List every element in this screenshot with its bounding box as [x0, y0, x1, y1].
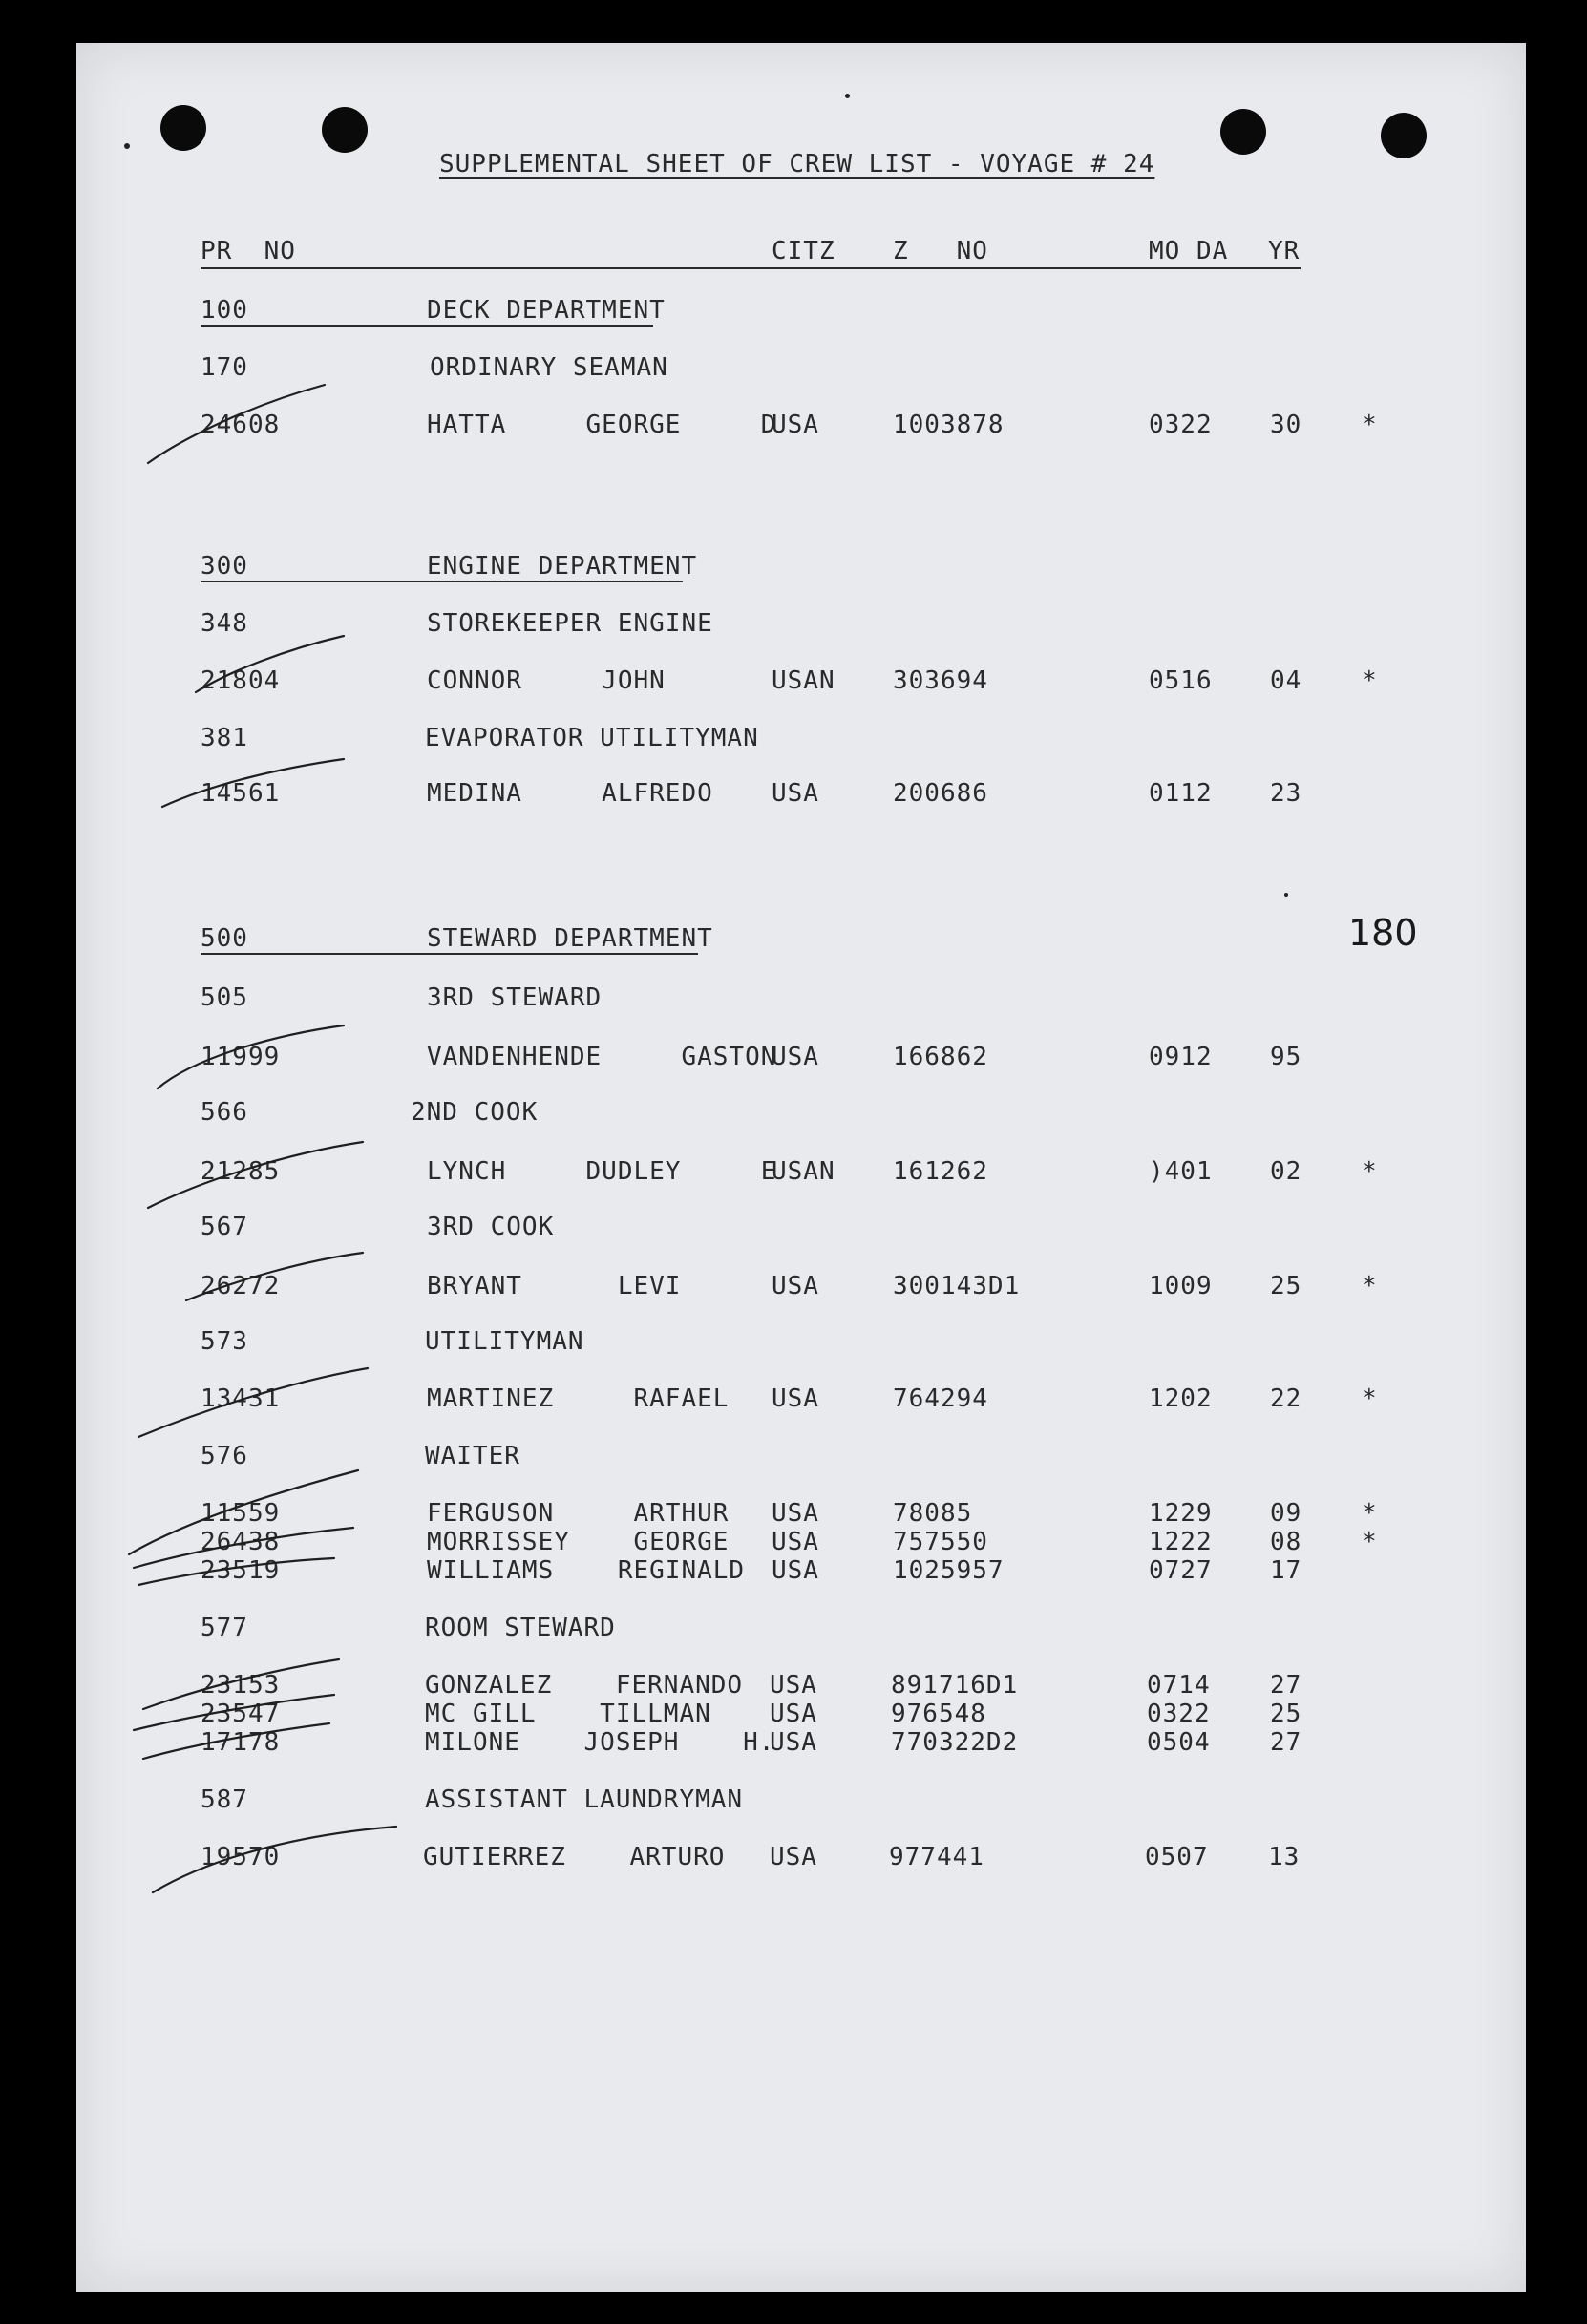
crew-mo-da: 0727 [1149, 1556, 1213, 1585]
section-code: 100 [201, 296, 248, 325]
crew-citz: USA [772, 1556, 819, 1585]
crew-citz: USA [770, 1700, 817, 1728]
crew-yr: 95 [1270, 1043, 1302, 1071]
pen-strike [148, 385, 325, 463]
crew-citz: USA [772, 1384, 819, 1413]
rating-title: 3RD COOK [427, 1213, 555, 1241]
pen-strike [158, 1025, 344, 1088]
crew-mo-da: 0507 [1145, 1843, 1209, 1871]
pen-strike [153, 1827, 396, 1892]
rating-code: 576 [201, 1442, 248, 1470]
rating-title: EVAPORATOR UTILITYMAN [425, 724, 759, 752]
rating-code: 577 [201, 1614, 248, 1642]
crew-name: HATTA GEORGE D [427, 411, 777, 439]
asterisk-mark: * [1362, 1272, 1378, 1300]
pen-strike [162, 759, 344, 807]
pen-strike [186, 1253, 363, 1300]
crew-name: MEDINA ALFREDO [427, 779, 713, 808]
asterisk-mark: * [1362, 666, 1378, 695]
pen-strike [138, 1368, 368, 1437]
crew-z-no: 1025957 [893, 1556, 1005, 1585]
crew-yr: 08 [1270, 1528, 1302, 1556]
crew-name: VANDENHENDE GASTON [427, 1043, 777, 1071]
crew-z-no: 78085 [893, 1499, 973, 1528]
rating-title: ROOM STEWARD [425, 1614, 616, 1642]
rating-code: 348 [201, 609, 248, 638]
crew-citz: USA [770, 1728, 817, 1757]
crew-yr: 25 [1270, 1700, 1302, 1728]
crew-z-no: 976548 [891, 1700, 986, 1728]
crew-pr-no: 13431 [201, 1384, 281, 1413]
crew-citz: USA [772, 1499, 819, 1528]
header-z-no: Z NO [893, 237, 988, 265]
crew-name: MORRISSEY GEORGE [427, 1528, 730, 1556]
crew-mo-da: 1222 [1149, 1528, 1213, 1556]
rating-code: 505 [201, 983, 248, 1012]
crew-z-no: 166862 [893, 1043, 988, 1071]
crew-name: LYNCH DUDLEY E [427, 1157, 777, 1186]
crew-mo-da: 1009 [1149, 1272, 1213, 1300]
rating-code: 170 [201, 353, 248, 382]
pen-strike [196, 636, 344, 692]
crew-z-no: 300143D1 [893, 1272, 1021, 1300]
crew-mo-da: 0714 [1147, 1671, 1211, 1700]
section-code: 500 [201, 924, 248, 953]
rating-title: WAITER [425, 1442, 520, 1470]
page-title: SUPPLEMENTAL SHEET OF CREW LIST - VOYAGE # 24 [439, 150, 1155, 179]
crew-pr-no: 14561 [201, 779, 281, 808]
crew-name: FERGUSON ARTHUR [427, 1499, 730, 1528]
rating-code: 573 [201, 1327, 248, 1356]
crew-yr: 17 [1270, 1556, 1302, 1585]
crew-mo-da: 1202 [1149, 1384, 1213, 1413]
crew-mo-da: 0912 [1149, 1043, 1213, 1071]
header-pr-no: PR NO [201, 237, 296, 265]
crew-z-no: 757550 [893, 1528, 988, 1556]
asterisk-mark: * [1362, 1157, 1378, 1186]
crew-citz: USA [770, 1671, 817, 1700]
header-citz: CITZ [772, 237, 836, 265]
crew-citz: USA [772, 1528, 819, 1556]
crew-citz: USA [772, 779, 819, 808]
crew-citz: USAN [772, 666, 836, 695]
rating-code: 587 [201, 1785, 248, 1814]
pen-strike [148, 1142, 363, 1208]
section-name: DECK DEPARTMENT [427, 296, 666, 325]
crew-mo-da: 0112 [1149, 779, 1213, 808]
crew-yr: 30 [1270, 411, 1302, 439]
crew-name: GUTIERREZ ARTURO [423, 1843, 726, 1871]
crew-z-no: 303694 [893, 666, 988, 695]
rating-title: ORDINARY SEAMAN [430, 353, 668, 382]
header-yr: YR [1268, 237, 1301, 265]
crew-yr: 13 [1268, 1843, 1301, 1871]
crew-name: WILLIAMS REGINALD [427, 1556, 746, 1585]
crew-z-no: 770322D2 [891, 1728, 1019, 1757]
crew-yr: 23 [1270, 779, 1302, 808]
crew-yr: 27 [1270, 1671, 1302, 1700]
rating-code: 381 [201, 724, 248, 752]
crew-name: BRYANT LEVI [427, 1272, 682, 1300]
crew-pr-no: 26438 [201, 1528, 281, 1556]
crew-mo-da: )401 [1149, 1157, 1213, 1186]
crew-pr-no: 21285 [201, 1157, 281, 1186]
page-number: 180 [1348, 912, 1418, 954]
rating-title: 3RD STEWARD [427, 983, 603, 1012]
crew-citz: USA [770, 1843, 817, 1871]
crew-pr-no: 11559 [201, 1499, 281, 1528]
crew-z-no: 200686 [893, 779, 988, 808]
crew-mo-da: 0322 [1149, 411, 1213, 439]
crew-mo-da: 0322 [1147, 1700, 1211, 1728]
crew-z-no: 1003878 [893, 411, 1005, 439]
crew-name: GONZALEZ FERNANDO [425, 1671, 744, 1700]
crew-mo-da: 0516 [1149, 666, 1213, 695]
crew-citz: USA [772, 1272, 819, 1300]
crew-name: MILONE JOSEPH H. [425, 1728, 775, 1757]
rating-title: STOREKEEPER ENGINE [427, 609, 713, 638]
crew-yr: 02 [1270, 1157, 1302, 1186]
crew-name: CONNOR JOHN [427, 666, 666, 695]
section-name: STEWARD DEPARTMENT [427, 924, 713, 953]
crew-pr-no: 17178 [201, 1728, 281, 1757]
asterisk-mark: * [1362, 1384, 1378, 1413]
header-mo-da: MO DA [1149, 237, 1229, 265]
rating-title: 2ND COOK [411, 1098, 539, 1127]
crew-pr-no: 23547 [201, 1700, 281, 1728]
crew-citz: USA [772, 411, 819, 439]
pen-strike [129, 1470, 358, 1554]
crew-mo-da: 1229 [1149, 1499, 1213, 1528]
crew-name: MC GILL TILLMAN [425, 1700, 711, 1728]
pen-strike [143, 1723, 329, 1759]
crew-yr: 27 [1270, 1728, 1302, 1757]
crew-pr-no: 23519 [201, 1556, 281, 1585]
crew-pr-no: 11999 [201, 1043, 281, 1071]
crew-pr-no: 24608 [201, 411, 281, 439]
section-name: ENGINE DEPARTMENT [427, 552, 698, 581]
rating-title: ASSISTANT LAUNDRYMAN [425, 1785, 744, 1814]
rating-code: 566 [201, 1098, 248, 1127]
crew-yr: 22 [1270, 1384, 1302, 1413]
crew-citz: USA [772, 1043, 819, 1071]
pen-strike [134, 1528, 353, 1568]
crew-name: MARTINEZ RAFAEL [427, 1384, 730, 1413]
crew-pr-no: 23153 [201, 1671, 281, 1700]
crew-z-no: 977441 [889, 1843, 984, 1871]
crew-yr: 25 [1270, 1272, 1302, 1300]
pen-strike [143, 1659, 339, 1709]
pen-strike [138, 1558, 334, 1585]
crew-pr-no: 19570 [201, 1843, 281, 1871]
asterisk-mark: * [1362, 411, 1378, 439]
crew-mo-da: 0504 [1147, 1728, 1211, 1757]
rating-code: 567 [201, 1213, 248, 1241]
crew-z-no: 891716D1 [891, 1671, 1019, 1700]
crew-z-no: 161262 [893, 1157, 988, 1186]
crew-z-no: 764294 [893, 1384, 988, 1413]
crew-pr-no: 21804 [201, 666, 281, 695]
crew-yr: 09 [1270, 1499, 1302, 1528]
crew-yr: 04 [1270, 666, 1302, 695]
crew-citz: USAN [772, 1157, 836, 1186]
rating-title: UTILITYMAN [425, 1327, 584, 1356]
pen-strike [134, 1695, 334, 1730]
asterisk-mark: * [1362, 1499, 1378, 1528]
section-code: 300 [201, 552, 248, 581]
crew-pr-no: 26272 [201, 1272, 281, 1300]
asterisk-mark: * [1362, 1528, 1378, 1556]
